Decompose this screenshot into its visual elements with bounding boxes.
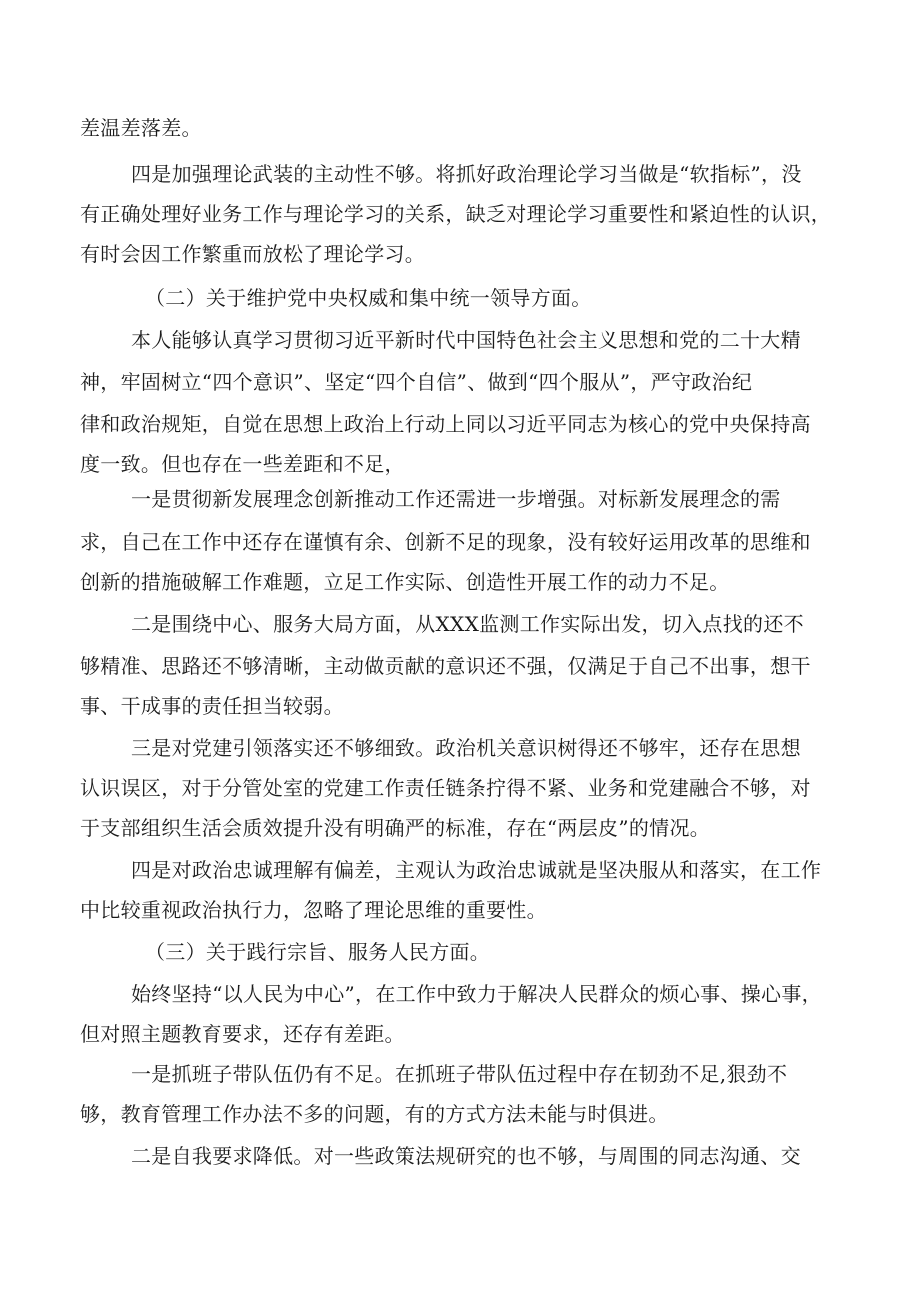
text-line: 度一致。但也存在一些差距和不足， xyxy=(80,452,405,476)
text-line: 有正确处理好业务工作与理论学习的关系，缺乏对理论学习重要性和紧迫性的认识， xyxy=(80,202,832,226)
text-line: 有时会因工作繁重而放松了理论学习。 xyxy=(80,242,426,266)
text-line: 事、干成事的责任担当较弱。 xyxy=(80,694,344,718)
text-line: 神，牢固树立“四个意识”、坚定“四个自信”、做到“四个服从”，严守政治纪 xyxy=(80,370,753,394)
section-heading: （三）关于践行宗旨、服务人民方面。 xyxy=(145,940,491,964)
section-heading: （二）关于维护党中央权威和集中统一领导方面。 xyxy=(145,286,592,310)
text-line: 四是加强理论武装的主动性不够。将抓好政治理论学习当做是“软指标”，没 xyxy=(131,162,802,186)
text-line: 一是抓班子带队伍仍有不足。在抓班子带队伍过程中存在韧劲不足,狠劲不 xyxy=(131,1062,788,1086)
text-line: 于支部组织生活会质效提升没有明确严的标准，存在“两层皮”的情况。 xyxy=(80,816,711,840)
text-line: 二是自我要求降低。对一些政策法规研究的也不够，与周围的同志沟通、交 xyxy=(131,1144,801,1168)
text-line: 求，自己在工作中还存在谨慎有余、创新不足的现象，没有较好运用改革的思维和 xyxy=(80,530,811,554)
text-line: 四是对政治忠诚理解有偏差，主观认为政治忠诚就是坚决服从和落实，在工作 xyxy=(131,858,822,882)
text-line: 二是围绕中心、服务大局方面，从XXX监测工作实际出发，切入点找的还不 xyxy=(131,612,804,636)
text-line: 一是贯彻新发展理念创新推动工作还需进一步增强。对标新发展理念的需 xyxy=(131,487,781,511)
text-line: 但对照主题教育要求，还存有差距。 xyxy=(80,1022,405,1046)
text-line: 够精准、思路还不够清晰，主动做贡献的意识还不强，仅满足于自己不出事，想干 xyxy=(80,654,811,678)
text-line: 创新的措施破解工作难题，立足工作实际、创造性开展工作的动力不足。 xyxy=(80,570,730,594)
text-line: 中比较重视政治执行力，忽略了理论思维的重要性。 xyxy=(80,898,547,922)
text-line: 差温差落差。 xyxy=(80,116,202,140)
text-line: 三是对党建引领落实还不够细致。政治机关意识树得还不够牢，还存在思想 xyxy=(131,736,801,760)
text-line: 律和政治规矩，自觉在思想上政治上行动上同以习近平同志为核心的党中央保持高 xyxy=(80,412,811,436)
text-line: 够，教育管理工作办法不多的问题，有的方式方法未能与时俱进。 xyxy=(80,1102,669,1126)
text-line: 本人能够认真学习贯彻习近平新时代中国特色社会主义思想和党的二十大精 xyxy=(131,328,801,352)
text-line: 认识误区，对于分管处室的党建工作责任链条拧得不紧、业务和党建融合不够，对 xyxy=(80,776,811,800)
text-line: 始终坚持“以人民为中心”，在工作中致力于解决人民群众的烦心事、操心事， xyxy=(131,982,822,1006)
